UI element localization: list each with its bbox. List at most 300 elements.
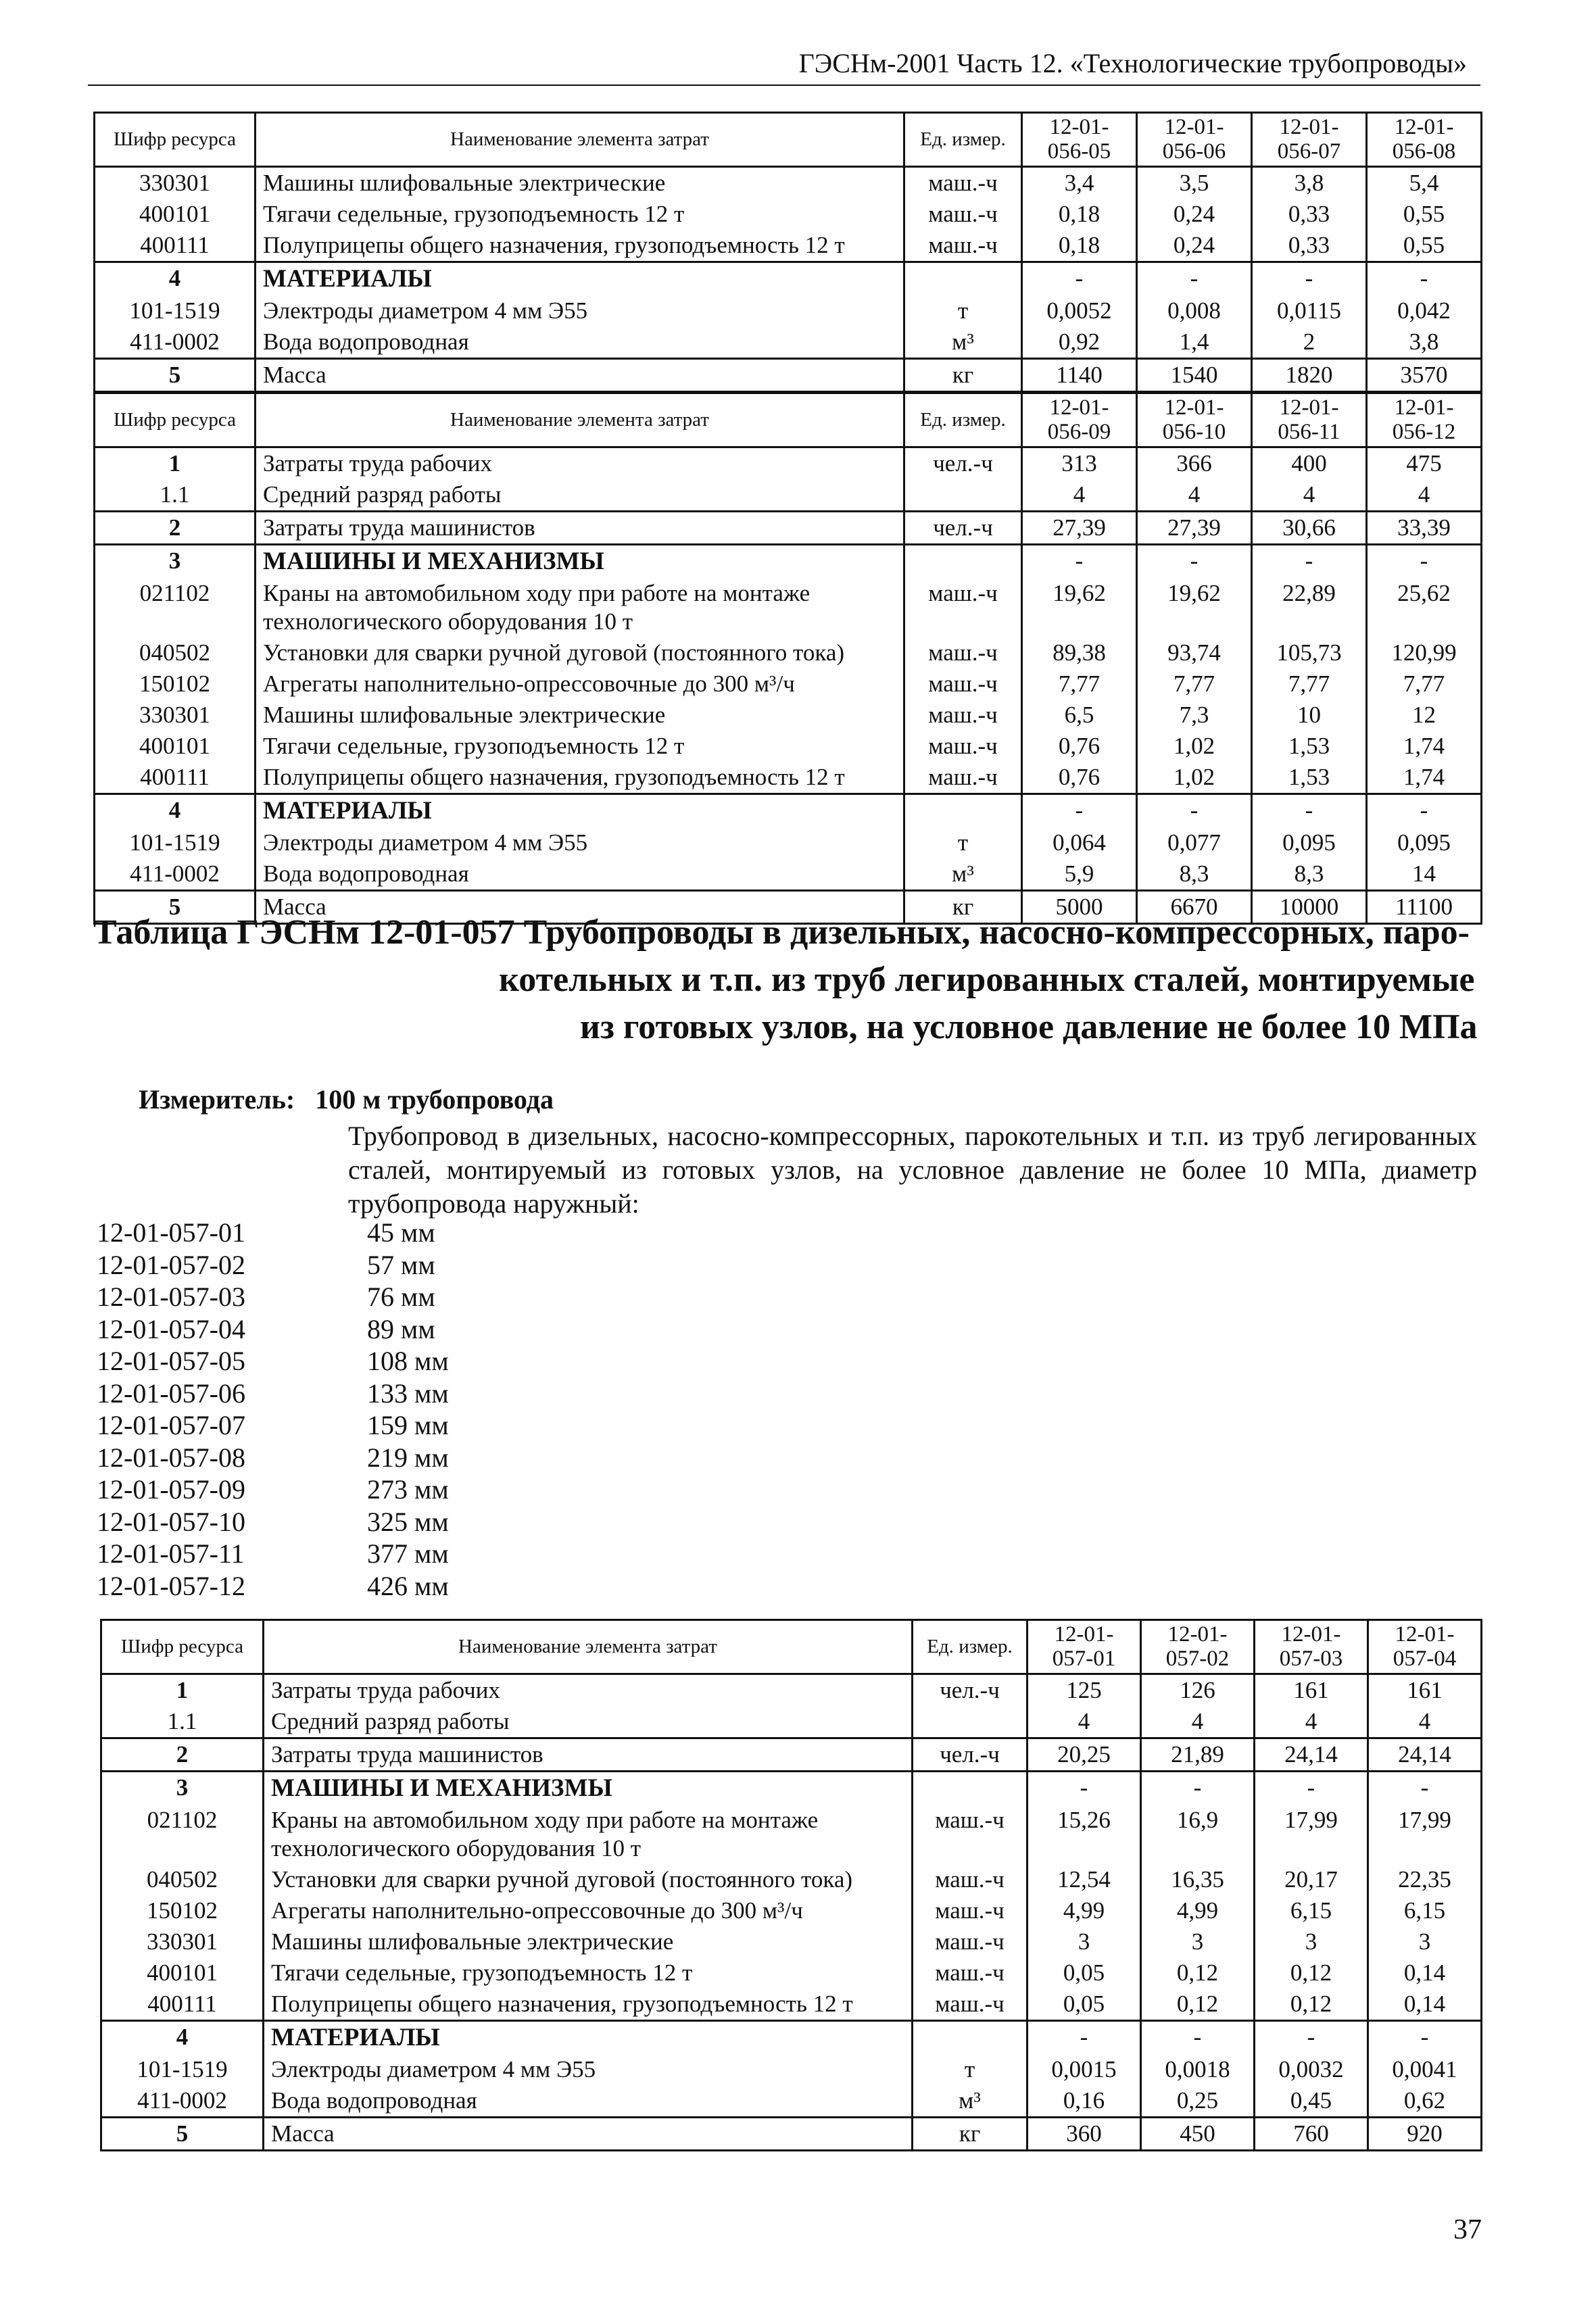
- element-name: Установки для сварки ручной дуговой (постоянного тока): [264, 1864, 913, 1895]
- running-header: ГЭСНм-2001 Часть 12. «Технологические трубопроводы»: [798, 48, 1467, 78]
- norm-value: 1,74: [1367, 731, 1482, 762]
- element-name: Затраты труда рабочих: [256, 447, 904, 479]
- norm-value: 360: [1027, 2118, 1141, 2151]
- norm-value: 6,15: [1368, 1895, 1482, 1926]
- norm-value: 0,095: [1367, 827, 1482, 858]
- col-unit-header: Ед. измер.: [904, 393, 1022, 447]
- resource-code: 5: [95, 891, 256, 924]
- unit-of-measure: маш.-ч: [913, 1989, 1027, 2021]
- norm-value: 0,25: [1141, 2085, 1255, 2118]
- unit-of-measure: чел.-ч: [913, 1738, 1027, 1771]
- col-norm-code-header: 12-01-057-01: [1027, 1620, 1141, 1674]
- norm-value: 8,3: [1137, 858, 1252, 891]
- col-norm-code-header: 12-01-056-05: [1022, 113, 1137, 167]
- norm-code: 12-01-057-04: [97, 1313, 245, 1344]
- table-body: [95, 447, 1482, 924]
- norm-value: 20,17: [1255, 1864, 1368, 1895]
- element-name: Краны на автомобильном ходу при работе на монтаже технологического оборудования 10 т: [256, 578, 904, 637]
- norm-value: -: [1022, 544, 1137, 578]
- norm-value: 3,5: [1137, 166, 1252, 199]
- col-code-header: Шифр ресурса: [101, 1620, 264, 1674]
- page-number: 37: [1453, 2214, 1482, 2245]
- element-name: Электроды диаметром 4 мм Э55: [256, 827, 904, 858]
- norm-value: -: [1137, 262, 1252, 295]
- table-row: [95, 199, 1482, 230]
- resource-code: 150102: [95, 668, 256, 700]
- table-row: [95, 479, 1482, 512]
- norm-value: 6,15: [1255, 1895, 1368, 1926]
- diameter-item: [97, 1249, 449, 1282]
- norm-value: 1,53: [1252, 731, 1367, 762]
- table-row: [95, 637, 1482, 668]
- norm-value: 0,095: [1252, 827, 1367, 858]
- norm-value: 125: [1027, 1674, 1141, 1706]
- norm-value: -: [1255, 1771, 1368, 1805]
- resource-code: 411-0002: [95, 326, 256, 359]
- norm-value: 920: [1368, 2118, 1482, 2151]
- norm-value: -: [1368, 2020, 1482, 2054]
- diameter-size: 219 мм: [367, 1442, 449, 1473]
- norm-value: 0,62: [1368, 2085, 1482, 2118]
- norm-value: 0,12: [1255, 1957, 1368, 1989]
- resource-code: 400111: [101, 1989, 264, 2021]
- table-row: [101, 1989, 1482, 2021]
- resource-code: 1: [95, 447, 256, 479]
- norm-value: 0,24: [1137, 199, 1252, 230]
- diameter-size: 89 мм: [367, 1313, 435, 1344]
- diameter-item: [97, 1506, 449, 1538]
- norm-value: 0,0052: [1022, 295, 1137, 326]
- norm-value: 4: [1137, 479, 1252, 512]
- norm-code: 12-01-057-11: [97, 1538, 245, 1569]
- table-row: [101, 2118, 1482, 2151]
- element-name: Вода водопроводная: [256, 858, 904, 891]
- resource-code: 330301: [95, 166, 256, 199]
- element-name: МАТЕРИАЛЫ: [256, 262, 904, 295]
- norm-value: -: [1137, 794, 1252, 827]
- norm-value: -: [1141, 1771, 1255, 1805]
- norm-value: 105,73: [1252, 637, 1367, 668]
- table-row: [95, 326, 1482, 359]
- norm-value: 24,14: [1368, 1738, 1482, 1771]
- norm-code: 12-01-057-02: [97, 1249, 245, 1280]
- unit-of-measure: маш.-ч: [913, 1805, 1027, 1864]
- header-rule: [88, 84, 1480, 86]
- resource-code: 4: [95, 794, 256, 827]
- resource-code: 5: [101, 2118, 264, 2151]
- unit-of-measure: маш.-ч: [904, 700, 1022, 731]
- norm-value: 12: [1367, 700, 1482, 731]
- unit-of-measure: маш.-ч: [913, 1895, 1027, 1926]
- resource-code: 5: [95, 358, 256, 391]
- norm-value: 0,008: [1137, 295, 1252, 326]
- norm-value: -: [1141, 2020, 1255, 2054]
- resource-code: 101-1519: [101, 2054, 264, 2085]
- col-norm-code-header: 12-01-057-02: [1141, 1620, 1255, 1674]
- norm-value: 17,99: [1368, 1805, 1482, 1864]
- unit-of-measure: маш.-ч: [904, 578, 1022, 637]
- norm-value: 0,55: [1367, 199, 1482, 230]
- norm-value: 10: [1252, 700, 1367, 731]
- norm-value: 0,0032: [1255, 2054, 1368, 2085]
- unit-of-measure: маш.-ч: [904, 731, 1022, 762]
- norm-value: 4: [1027, 1706, 1141, 1738]
- norm-value: -: [1137, 544, 1252, 578]
- diameter-item: [97, 1281, 449, 1313]
- norm-value: 1,53: [1252, 762, 1367, 794]
- col-code-header: Шифр ресурса: [95, 113, 256, 167]
- unit-of-measure: [904, 479, 1022, 512]
- norm-value: 7,3: [1137, 700, 1252, 731]
- unit-of-measure: чел.-ч: [913, 1674, 1027, 1706]
- unit-of-measure: маш.-ч: [913, 1926, 1027, 1957]
- unit-of-measure: кг: [904, 358, 1022, 391]
- norm-value: 0,18: [1022, 199, 1137, 230]
- resource-code: 4: [95, 262, 256, 295]
- norm-value: 7,77: [1252, 668, 1367, 700]
- resource-code: 021102: [95, 578, 256, 637]
- element-name: Электроды диаметром 4 мм Э55: [264, 2054, 913, 2085]
- element-name: Средний разряд работы: [256, 479, 904, 512]
- unit-of-measure: т: [904, 295, 1022, 326]
- norm-value: 5,4: [1367, 166, 1482, 199]
- norm-value: 4: [1368, 1706, 1482, 1738]
- norm-value: 0,0018: [1141, 2054, 1255, 2085]
- norm-value: 161: [1368, 1674, 1482, 1706]
- unit-of-measure: [904, 794, 1022, 827]
- table-row: [101, 1957, 1482, 1989]
- resource-code: 330301: [101, 1926, 264, 1957]
- resource-code: 101-1519: [95, 295, 256, 326]
- norm-value: 12,54: [1027, 1864, 1141, 1895]
- norm-value: 4: [1252, 479, 1367, 512]
- diameter-code-list: [97, 1217, 449, 1602]
- meter-label: Измеритель:: [139, 1084, 295, 1115]
- col-name-header: Наименование элемента затрат: [264, 1620, 913, 1674]
- resource-table-056-05-08: [93, 112, 1482, 393]
- norm-value: 0,92: [1022, 326, 1137, 359]
- norm-value: -: [1367, 794, 1482, 827]
- diameter-size: 45 мм: [367, 1217, 435, 1248]
- table-row: [95, 166, 1482, 199]
- unit-of-measure: маш.-ч: [904, 230, 1022, 262]
- element-name: Полуприцепы общего назначения, грузоподъемность 12 т: [256, 230, 904, 262]
- resource-code: 1.1: [101, 1706, 264, 1738]
- table-row: [101, 2085, 1482, 2118]
- norm-value: 161: [1255, 1674, 1368, 1706]
- diameter-item: [97, 1538, 449, 1570]
- table-row: [101, 1864, 1482, 1895]
- norm-value: 0,042: [1367, 295, 1482, 326]
- norm-value: 3: [1255, 1926, 1368, 1957]
- norm-value: 0,76: [1022, 731, 1137, 762]
- norm-value: 4,99: [1027, 1895, 1141, 1926]
- element-name: Тягачи седельные, грузоподъемность 12 т: [264, 1957, 913, 1989]
- col-norm-code-header: 12-01-056-07: [1252, 113, 1367, 167]
- unit-of-measure: м³: [904, 326, 1022, 359]
- norm-value: -: [1255, 2020, 1368, 2054]
- norm-value: -: [1252, 262, 1367, 295]
- section-row: [101, 2020, 1482, 2054]
- diameter-item: [97, 1473, 449, 1506]
- unit-of-measure: м³: [913, 2085, 1027, 2118]
- norm-value: -: [1367, 544, 1482, 578]
- norm-value: 0,16: [1027, 2085, 1141, 2118]
- table-row: [95, 762, 1482, 794]
- norm-value: 4,99: [1141, 1895, 1255, 1926]
- diameter-item: [97, 1217, 449, 1249]
- norm-value: 4: [1255, 1706, 1368, 1738]
- diameter-item: [97, 1345, 449, 1378]
- table-row: [95, 827, 1482, 858]
- table-row: [101, 2054, 1482, 2085]
- norm-value: 120,99: [1367, 637, 1482, 668]
- section-title-line-3: из готовых узлов, на условное давление не более 10 МПа: [580, 1008, 1478, 1046]
- norm-value: 126: [1141, 1674, 1255, 1706]
- resource-code: 040502: [101, 1864, 264, 1895]
- table-row: [95, 668, 1482, 700]
- norm-value: 0,0015: [1027, 2054, 1141, 2085]
- unit-of-measure: т: [913, 2054, 1027, 2085]
- norm-value: 366: [1137, 447, 1252, 479]
- table-row: [95, 858, 1482, 891]
- table-row: [95, 295, 1482, 326]
- section-row: [101, 1771, 1482, 1805]
- norm-code: 12-01-057-10: [97, 1506, 245, 1537]
- norm-code: 12-01-057-05: [97, 1346, 245, 1376]
- diameter-size: 133 мм: [367, 1378, 449, 1409]
- element-name: Средний разряд работы: [264, 1706, 913, 1738]
- resource-code: 040502: [95, 637, 256, 668]
- norm-value: 760: [1255, 2118, 1368, 2151]
- element-name: Масса: [264, 2118, 913, 2151]
- table-row: [101, 1805, 1482, 1864]
- diameter-size: 325 мм: [367, 1506, 449, 1537]
- table-row: [95, 511, 1482, 544]
- norm-value: 0,05: [1027, 1957, 1141, 1989]
- norm-value: 24,14: [1255, 1738, 1368, 1771]
- norm-value: 16,35: [1141, 1864, 1255, 1895]
- resource-table-057-01-04: [100, 1619, 1482, 2151]
- norm-value: 0,33: [1252, 230, 1367, 262]
- col-norm-code-header: 12-01-056-09: [1022, 393, 1137, 447]
- unit-of-measure: [913, 2020, 1027, 2054]
- norm-value: 93,74: [1137, 637, 1252, 668]
- diameter-item: [97, 1442, 449, 1474]
- norm-value: 3: [1141, 1926, 1255, 1957]
- resource-code: 3: [95, 544, 256, 578]
- meter-value: 100 м трубопровода: [315, 1084, 554, 1115]
- norm-value: 27,39: [1137, 511, 1252, 544]
- unit-of-measure: маш.-ч: [904, 668, 1022, 700]
- norm-value: 0,0041: [1368, 2054, 1482, 2085]
- element-name: МАТЕРИАЛЫ: [256, 794, 904, 827]
- norm-value: 10000: [1252, 891, 1367, 924]
- norm-value: 19,62: [1022, 578, 1137, 637]
- norm-value: 27,39: [1022, 511, 1137, 544]
- norm-value: 6670: [1137, 891, 1252, 924]
- norm-value: 20,25: [1027, 1738, 1141, 1771]
- diameter-size: 159 мм: [367, 1410, 449, 1440]
- norm-value: -: [1022, 262, 1137, 295]
- norm-value: 3,4: [1022, 166, 1137, 199]
- col-norm-code-header: 12-01-056-12: [1367, 393, 1482, 447]
- norm-value: 0,14: [1368, 1957, 1482, 1989]
- element-name: Тягачи седельные, грузоподъемность 12 т: [256, 731, 904, 762]
- norm-code: 12-01-057-01: [97, 1217, 245, 1248]
- diameter-size: 108 мм: [367, 1346, 449, 1376]
- table-row: [101, 1706, 1482, 1738]
- col-name-header: Наименование элемента затрат: [256, 113, 904, 167]
- col-norm-code-header: 12-01-056-11: [1252, 393, 1367, 447]
- col-norm-code-header: 12-01-056-08: [1367, 113, 1482, 167]
- element-name: МАШИНЫ И МЕХАНИЗМЫ: [256, 544, 904, 578]
- diameter-size: 273 мм: [367, 1474, 449, 1505]
- resource-code: 2: [101, 1738, 264, 1771]
- norm-value: 15,26: [1027, 1805, 1141, 1864]
- section-title-line-1: Таблица ГЭСНм 12-01-057 Трубопроводы в дизельных, насосно-компрессорных, паро-: [93, 913, 1470, 952]
- norm-value: 0,55: [1367, 230, 1482, 262]
- unit-of-measure: чел.-ч: [904, 511, 1022, 544]
- norm-value: 33,39: [1367, 511, 1482, 544]
- col-norm-code-header: 12-01-057-04: [1368, 1620, 1482, 1674]
- norm-value: 8,3: [1252, 858, 1367, 891]
- element-name: Машины шлифовальные электрические: [256, 700, 904, 731]
- resource-code: 2: [95, 511, 256, 544]
- norm-value: -: [1368, 1771, 1482, 1805]
- norm-value: 1140: [1022, 358, 1137, 391]
- norm-value: 7,77: [1022, 668, 1137, 700]
- unit-of-measure: маш.-ч: [904, 166, 1022, 199]
- element-name: Затраты труда машинистов: [264, 1738, 913, 1771]
- resource-code: 1.1: [95, 479, 256, 512]
- element-name: Масса: [256, 891, 904, 924]
- section-row: [95, 544, 1482, 578]
- unit-of-measure: [913, 1771, 1027, 1805]
- resource-code: 400101: [95, 731, 256, 762]
- unit-of-measure: маш.-ч: [913, 1864, 1027, 1895]
- norm-value: 4: [1141, 1706, 1255, 1738]
- norm-value: 1,74: [1367, 762, 1482, 794]
- norm-code: 12-01-057-03: [97, 1282, 245, 1312]
- resource-code: 411-0002: [101, 2085, 264, 2118]
- resource-code: 3: [101, 1771, 264, 1805]
- norm-code: 12-01-057-09: [97, 1474, 245, 1505]
- table-row: [101, 1674, 1482, 1706]
- norm-value: 0,14: [1368, 1989, 1482, 2021]
- norm-value: 0,077: [1137, 827, 1252, 858]
- norm-value: 450: [1141, 2118, 1255, 2151]
- norm-value: 1,02: [1137, 762, 1252, 794]
- norm-value: 3,8: [1367, 326, 1482, 359]
- norm-value: 21,89: [1141, 1738, 1255, 1771]
- col-unit-header: Ед. измер.: [913, 1620, 1027, 1674]
- norm-code: 12-01-057-07: [97, 1410, 245, 1440]
- diameter-size: 426 мм: [367, 1570, 449, 1601]
- unit-of-measure: [904, 544, 1022, 578]
- norm-value: 0,05: [1027, 1989, 1141, 2021]
- norm-value: 0,12: [1141, 1989, 1255, 2021]
- table-row: [95, 230, 1482, 262]
- element-name: Затраты труда рабочих: [264, 1674, 913, 1706]
- norm-value: 89,38: [1022, 637, 1137, 668]
- resource-code: 400111: [95, 230, 256, 262]
- element-name: Вода водопроводная: [256, 326, 904, 359]
- diameter-item: [97, 1409, 449, 1442]
- element-name: Машины шлифовальные электрические: [256, 166, 904, 199]
- resource-code: 400101: [95, 199, 256, 230]
- diameter-size: 377 мм: [367, 1538, 449, 1569]
- section-row: [95, 262, 1482, 295]
- resource-code: 101-1519: [95, 827, 256, 858]
- norm-value: 0,24: [1137, 230, 1252, 262]
- col-norm-code-header: 12-01-056-10: [1137, 393, 1252, 447]
- table-body: [101, 1674, 1482, 2151]
- section-title: [93, 909, 1486, 1051]
- norm-value: 0,0115: [1252, 295, 1367, 326]
- norm-value: 0,76: [1022, 762, 1137, 794]
- table-row: [95, 731, 1482, 762]
- table-row: [95, 447, 1482, 479]
- norm-value: -: [1252, 794, 1367, 827]
- table-body: [95, 166, 1482, 391]
- norm-value: 16,9: [1141, 1805, 1255, 1864]
- unit-of-measure: маш.-ч: [904, 637, 1022, 668]
- norm-value: 22,89: [1252, 578, 1367, 637]
- element-name: Полуприцепы общего назначения, грузоподъемность 12 т: [256, 762, 904, 794]
- unit-of-measure: т: [904, 827, 1022, 858]
- norm-value: 400: [1252, 447, 1367, 479]
- norm-value: 5000: [1022, 891, 1137, 924]
- element-name: Электроды диаметром 4 мм Э55: [256, 295, 904, 326]
- table-row: [95, 700, 1482, 731]
- norm-code: 12-01-057-06: [97, 1378, 245, 1409]
- norm-value: -: [1027, 2020, 1141, 2054]
- element-name: Краны на автомобильном ходу при работе на монтаже технологического оборудования 10 т: [264, 1805, 913, 1864]
- norm-value: 4: [1022, 479, 1137, 512]
- norm-value: 7,77: [1137, 668, 1252, 700]
- diameter-item: [97, 1313, 449, 1346]
- norm-value: -: [1367, 262, 1482, 295]
- element-name: Вода водопроводная: [264, 2085, 913, 2118]
- element-name: Тягачи седельные, грузоподъемность 12 т: [256, 199, 904, 230]
- unit-of-measure: кг: [913, 2118, 1027, 2151]
- table-row: [101, 1738, 1482, 1771]
- norm-value: 0,33: [1252, 199, 1367, 230]
- work-description: Трубопровод в дизельных, насосно-компрессорных, парокотельных и т.п. из труб легированных сталей, монтируемый из готовых узлов, на условное давление не более 10 МПа, диаметр трубопровода наружный:: [348, 1121, 1477, 1219]
- diameter-size: 76 мм: [367, 1282, 435, 1312]
- element-name: Агрегаты наполнительно-опрессовочные до 300 м³/ч: [256, 668, 904, 700]
- element-name: МАТЕРИАЛЫ: [264, 2020, 913, 2054]
- norm-value: 30,66: [1252, 511, 1367, 544]
- norm-value: 313: [1022, 447, 1137, 479]
- norm-value: -: [1027, 1771, 1141, 1805]
- table-row: [101, 1926, 1482, 1957]
- col-norm-code-header: 12-01-057-03: [1255, 1620, 1368, 1674]
- table-row: [95, 578, 1482, 637]
- element-name: Масса: [256, 358, 904, 391]
- norm-value: 11100: [1367, 891, 1482, 924]
- norm-value: -: [1022, 794, 1137, 827]
- norm-value: -: [1252, 544, 1367, 578]
- norm-value: 0,12: [1255, 1989, 1368, 2021]
- norm-value: 7,77: [1367, 668, 1482, 700]
- resource-code: 330301: [95, 700, 256, 731]
- col-name-header: Наименование элемента затрат: [256, 393, 904, 447]
- norm-value: 6,5: [1022, 700, 1137, 731]
- norm-value: 1820: [1252, 358, 1367, 391]
- norm-value: 14: [1367, 858, 1482, 891]
